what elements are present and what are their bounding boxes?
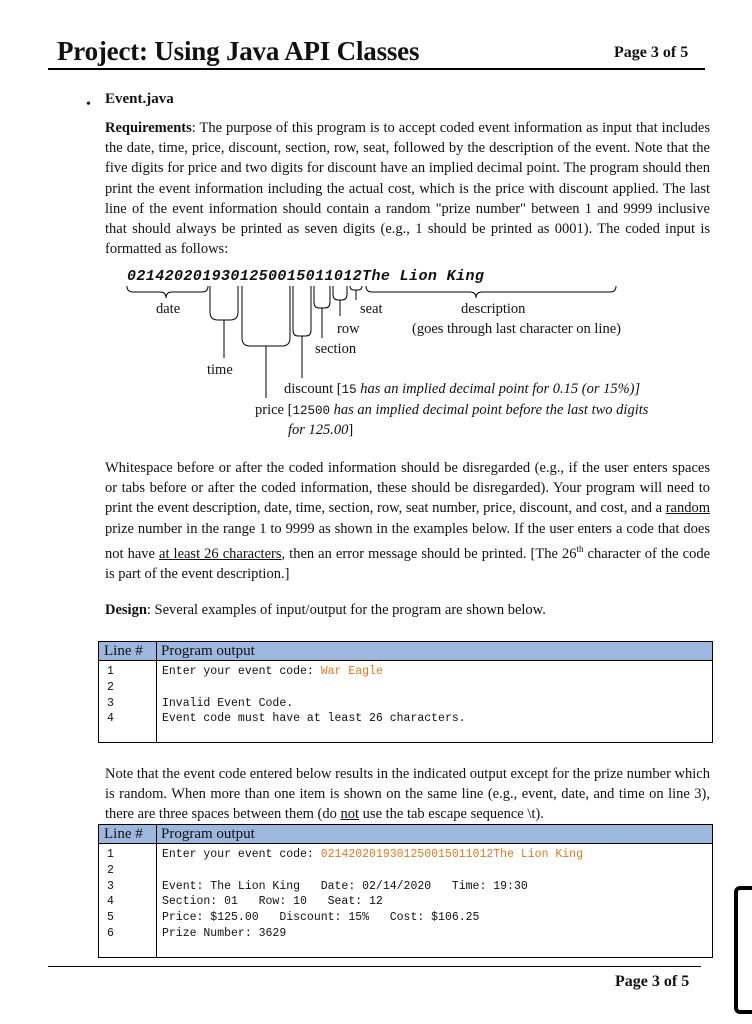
- section-bracket: [314, 286, 330, 338]
- line-number: 2: [107, 680, 114, 694]
- output-line: Prize Number: 3629: [162, 926, 287, 940]
- code-example: 0214202019301250015011012The Lion King: [127, 268, 485, 285]
- footer-rule: [48, 966, 701, 967]
- label-description-note: (goes through last character on line): [412, 321, 621, 337]
- discount-code: 15: [341, 383, 357, 397]
- table-header-row: [99, 825, 713, 844]
- whitespace-text-4: character of the code is part of the event description.]: [105, 545, 711, 582]
- output-line: [162, 664, 712, 680]
- label-time: time: [207, 362, 233, 378]
- output-line: [162, 847, 712, 863]
- requirements-label: Requirements: [105, 120, 192, 136]
- whitespace-text-1: Whitespace before or after the coded information should be disregarded (e.g., if the user enters spaces or tabs before or after the coded information, these should be disregarded). Your program will need to print the event description, date, time, section, row, seat number, price, discount, and cost, and a: [105, 460, 710, 517]
- output-cell: [157, 844, 713, 958]
- price-bracket: [242, 286, 290, 398]
- label-price: [255, 402, 648, 419]
- line-number: 3: [107, 879, 114, 893]
- output-line: [162, 680, 712, 696]
- table-body-row: [99, 844, 713, 958]
- label-discount: [284, 381, 640, 398]
- whitespace-paragraph: [105, 458, 710, 584]
- discount-label: discount [: [284, 381, 342, 397]
- label-price-note-2: [288, 422, 353, 439]
- label-date: date: [156, 301, 181, 317]
- whitespace-text-3: , then an error message should be printed. [The 26: [281, 545, 577, 562]
- requirements-text: : The purpose of this program is to accept coded event information as input that includes the date, time, price, discount, section, row, seat, followed by the description of the event. Note that the five digits for price and two digits for discount have an implied decimal point. The program should then print the event information including the actual cost, which is the price with discount applied. The last line of the event information should contain a random "prize number" between 1 and 9999 inclusive that should always be printed as seven digits (e.g., 1 should be printed as 0001). The coded input is formatted as follows:: [105, 120, 710, 258]
- note-text-1: Note that the event code entered below results in the indicated output except for the prize number which is random. When more than one item is shown on the same line (e.g., event, date, and time on line 3), there are three spaces between them (do: [105, 766, 710, 823]
- at-least-underlined: at least 26 characters: [159, 545, 282, 562]
- label-seat: seat: [360, 301, 383, 317]
- output-table-1: [98, 641, 713, 743]
- table-body-row: [99, 661, 713, 743]
- price-note: has an implied decimal point before the last two digits: [329, 402, 649, 418]
- line-number: 3: [107, 696, 114, 710]
- label-section: section: [315, 341, 357, 357]
- page-number-bottom: Page 3 of 5: [615, 973, 690, 990]
- user-input: War Eagle: [320, 665, 383, 678]
- output-table-2: [98, 824, 713, 958]
- discount-bracket: [293, 286, 311, 378]
- output-text: Enter your event code:: [162, 848, 321, 861]
- page-title: Project: Using Java API Classes: [57, 36, 420, 66]
- output-line: Invalid Event Code.: [162, 696, 294, 710]
- note-paragraph: [105, 764, 710, 825]
- line-number: 6: [107, 926, 114, 940]
- price-code: 12500: [292, 404, 330, 418]
- not-underlined: not: [340, 806, 360, 823]
- col-line-number: Line #: [99, 825, 157, 844]
- col-program-output: Program output: [157, 825, 713, 844]
- output-line: Section: 01 Row: 10 Seat: 12: [162, 895, 383, 909]
- table-header-row: [99, 642, 713, 661]
- line-numbers-cell: [99, 844, 157, 958]
- price-close: ]: [348, 422, 354, 438]
- output-line: [162, 863, 712, 879]
- line-number: 1: [107, 665, 114, 678]
- page-number-top: Page 3 of 5: [614, 44, 689, 61]
- output-line: Event: The Lion King Date: 02/14/2020 Time: 19:30: [162, 879, 528, 893]
- output-cell: [157, 661, 713, 743]
- side-panel-handle[interactable]: [734, 886, 752, 1014]
- line-number: 1: [107, 848, 114, 861]
- superscript-th: th: [576, 543, 584, 554]
- output-line: Price: $125.00 Discount: 15% Cost: $106.25: [162, 911, 480, 925]
- line-number: 4: [107, 712, 114, 726]
- line-numbers-cell: [99, 661, 157, 743]
- whitespace-text-2: prize number in the range 1 to 9999 as shown in the examples below. If the user enters a code that does not have: [105, 520, 710, 562]
- line-number: 4: [107, 895, 114, 909]
- col-line-number: Line #: [99, 642, 157, 661]
- design-label: Design: [105, 602, 147, 618]
- seat-bracket: [350, 286, 362, 300]
- output-text: Enter your event code:: [162, 665, 321, 678]
- discount-note: has an implied decimal point for 0.15 (or 15%)]: [356, 381, 641, 397]
- output-line: Event code must have at least 26 characters.: [162, 712, 466, 726]
- design-text: : Several examples of input/output for the program are shown below.: [146, 602, 546, 618]
- section-title: Event.java: [105, 91, 174, 107]
- price-note-2: for 125.00: [288, 422, 349, 438]
- label-description: description: [461, 301, 526, 317]
- note-text-2: use the tab escape sequence \t).: [359, 806, 544, 823]
- date-bracket: [127, 286, 208, 298]
- line-number: 2: [107, 863, 114, 877]
- bullet-icon: •: [86, 97, 91, 112]
- col-program-output: Program output: [157, 642, 713, 661]
- random-underlined: random: [665, 500, 710, 517]
- label-row: row: [337, 321, 360, 337]
- description-bracket: [366, 286, 616, 298]
- user-input: 0214202019301250015011012The Lion King: [320, 848, 583, 861]
- row-bracket: [333, 286, 347, 316]
- design-paragraph: [105, 600, 710, 620]
- line-number: 5: [107, 911, 114, 925]
- price-label: price [: [255, 402, 293, 418]
- time-bracket: [210, 286, 238, 358]
